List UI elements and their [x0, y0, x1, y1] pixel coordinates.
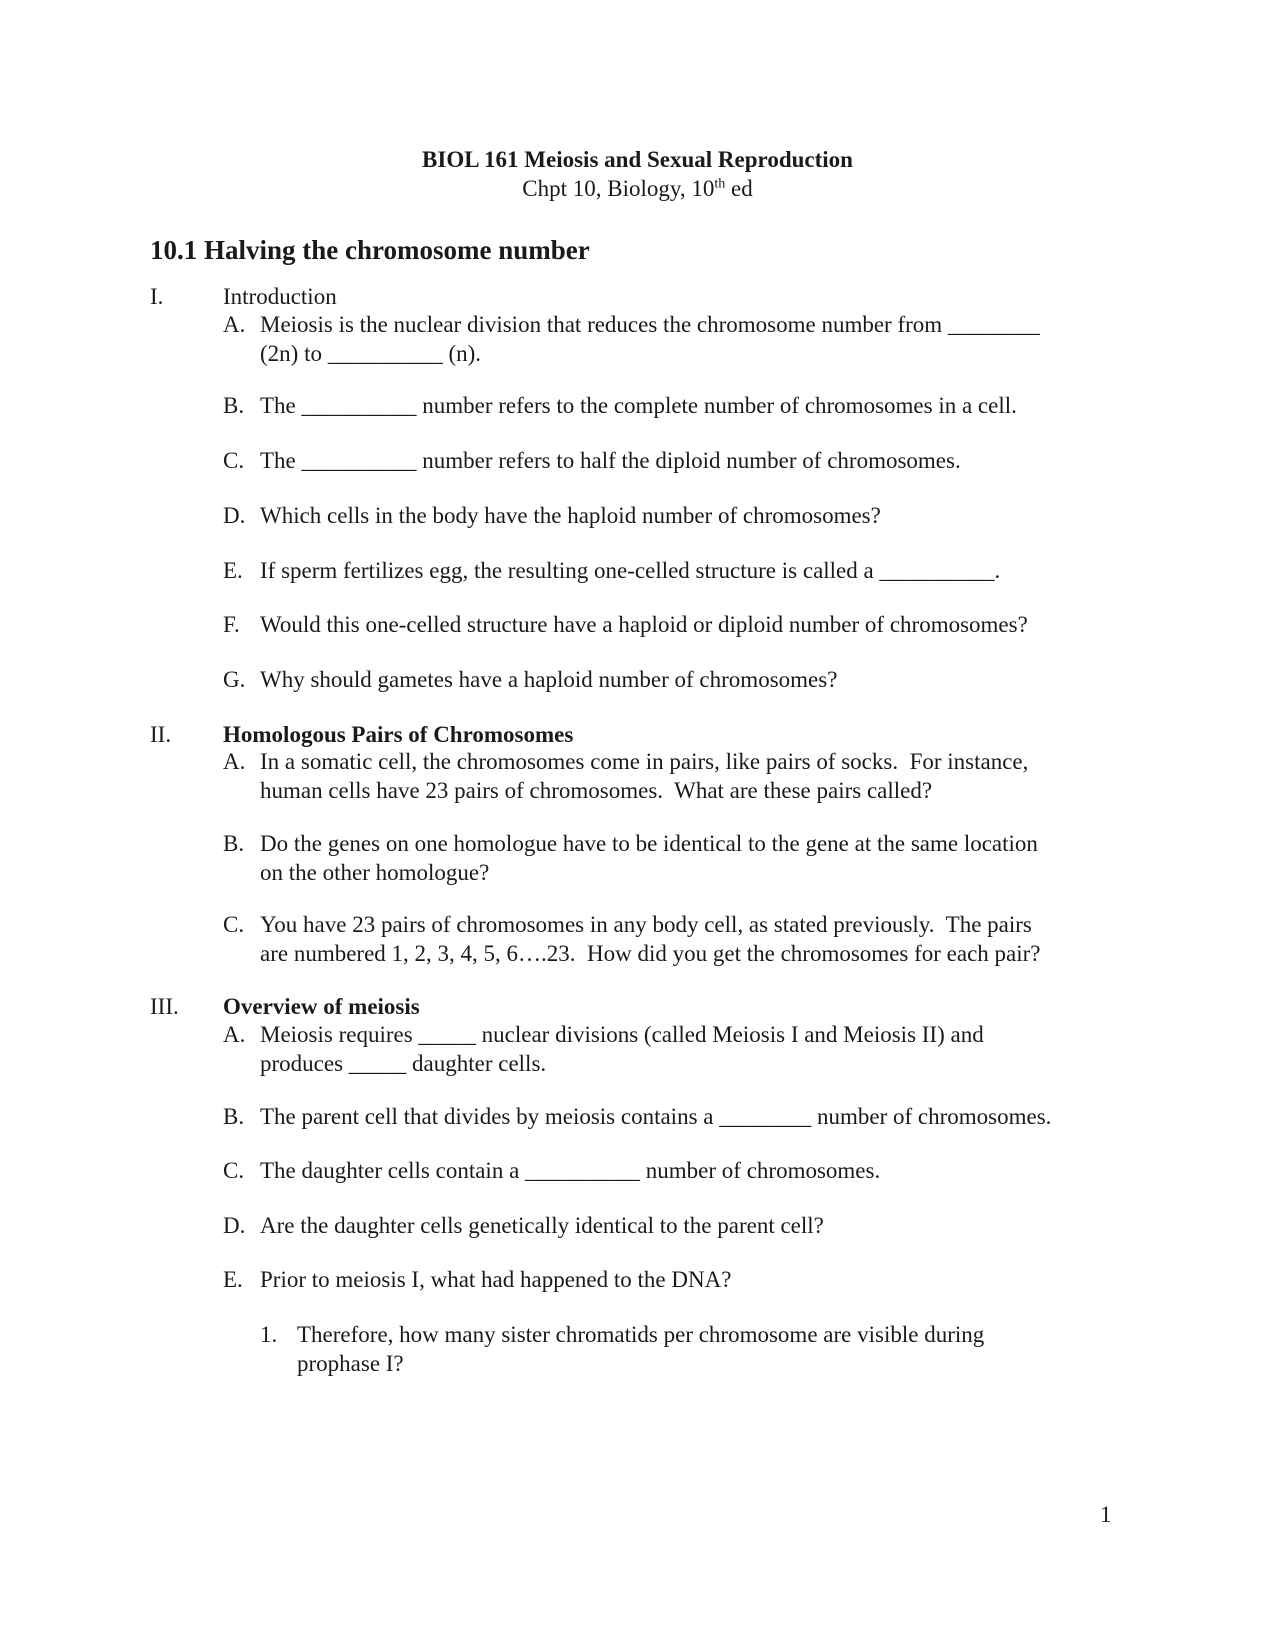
item-letter: A. [223, 312, 246, 337]
item-text: The __________ number refers to the complete number of chromosomes in a cell. [260, 393, 1017, 418]
item-letter: C. [223, 1158, 245, 1183]
question-item [223, 748, 1123, 805]
question-item [223, 830, 1123, 887]
item-letter: B. [223, 393, 245, 418]
part-numeral: I. [150, 284, 164, 309]
item-letter: D. [223, 503, 246, 528]
question-item [223, 1157, 1123, 1186]
subitem-number: 1. [260, 1322, 278, 1347]
document-title: BIOL 161 Meiosis and Sexual Reproduction [422, 147, 853, 172]
item-letter: A. [223, 1022, 246, 1047]
question-item [223, 311, 1123, 368]
part-title: Homologous Pairs of Chromosomes [223, 722, 574, 747]
item-letter: C. [223, 912, 245, 937]
subtitle-suffix: ed [725, 176, 753, 201]
item-letter: C. [223, 448, 245, 473]
item-letter: E. [223, 1267, 243, 1292]
question-item [223, 611, 1123, 640]
question-item [223, 1021, 1123, 1078]
item-letter: G. [223, 667, 246, 692]
question-item [223, 502, 1123, 531]
item-letter: A. [223, 749, 246, 774]
question-item [223, 447, 1123, 476]
item-text: The daughter cells contain a __________ number of chromosomes. [260, 1158, 881, 1183]
part-numeral: III. [150, 994, 179, 1019]
item-text: Why should gametes have a haploid number of chromosomes? [260, 667, 838, 692]
item-text: The __________ number refers to half the diploid number of chromosomes. [260, 448, 961, 473]
item-text: Would this one-celled structure have a haploid or diploid number of chromosomes? [260, 612, 1028, 637]
question-item [223, 1266, 1123, 1295]
item-text: If sperm fertilizes egg, the resulting one-celled structure is called a __________. [260, 558, 1001, 583]
item-text: Meiosis requires _____ nuclear divisions (called Meiosis I and Meiosis II) and produces _____ daughter cells. [260, 1022, 984, 1076]
item-letter: D. [223, 1213, 246, 1238]
part-title: Introduction [223, 284, 337, 309]
item-letter: B. [223, 831, 245, 856]
item-text: You have 23 pairs of chromosomes in any body cell, as stated previously. The pairs are numbered 1, 2, 3, 4, 5, 6….23. How did you get the chromosomes for each pair? [260, 912, 1041, 966]
subtitle-superscript: th [714, 176, 726, 192]
question-subitem [260, 1321, 1120, 1378]
item-text: In a somatic cell, the chromosomes come in pairs, like pairs of socks. For instance, human cells have 23 pairs of chromosomes. What are these pairs called? [260, 749, 1029, 803]
question-item [223, 1103, 1123, 1132]
question-item [223, 392, 1123, 421]
question-item [223, 557, 1123, 586]
part-numeral: II. [150, 722, 172, 747]
document-subtitle [0, 175, 1275, 203]
item-text: Prior to meiosis I, what had happened to the DNA? [260, 1267, 732, 1292]
subitem-text: Therefore, how many sister chromatids per chromosome are visible during prophase I? [297, 1322, 985, 1376]
item-letter: F. [223, 612, 240, 637]
subtitle-text: Chpt 10, Biology, 10 [522, 176, 715, 201]
part-title: Overview of meiosis [223, 994, 420, 1019]
item-text: Do the genes on one homologue have to be identical to the gene at the same location on the other homologue? [260, 831, 1038, 885]
item-text: Which cells in the body have the haploid number of chromosomes? [260, 503, 881, 528]
question-item [223, 1212, 1123, 1241]
item-text: Meiosis is the nuclear division that reduces the chromosome number from ________ (2n) to __________ (n). [260, 312, 1040, 366]
item-letter: B. [223, 1104, 245, 1129]
item-text: Are the daughter cells genetically identical to the parent cell? [260, 1213, 824, 1238]
question-item [223, 666, 1123, 695]
question-item [223, 911, 1123, 968]
section-heading: 10.1 Halving the chromosome number [150, 235, 590, 265]
item-text: The parent cell that divides by meiosis contains a ________ number of chromosomes. [260, 1104, 1052, 1129]
item-letter: E. [223, 558, 243, 583]
page-number: 1 [1100, 1502, 1112, 1527]
